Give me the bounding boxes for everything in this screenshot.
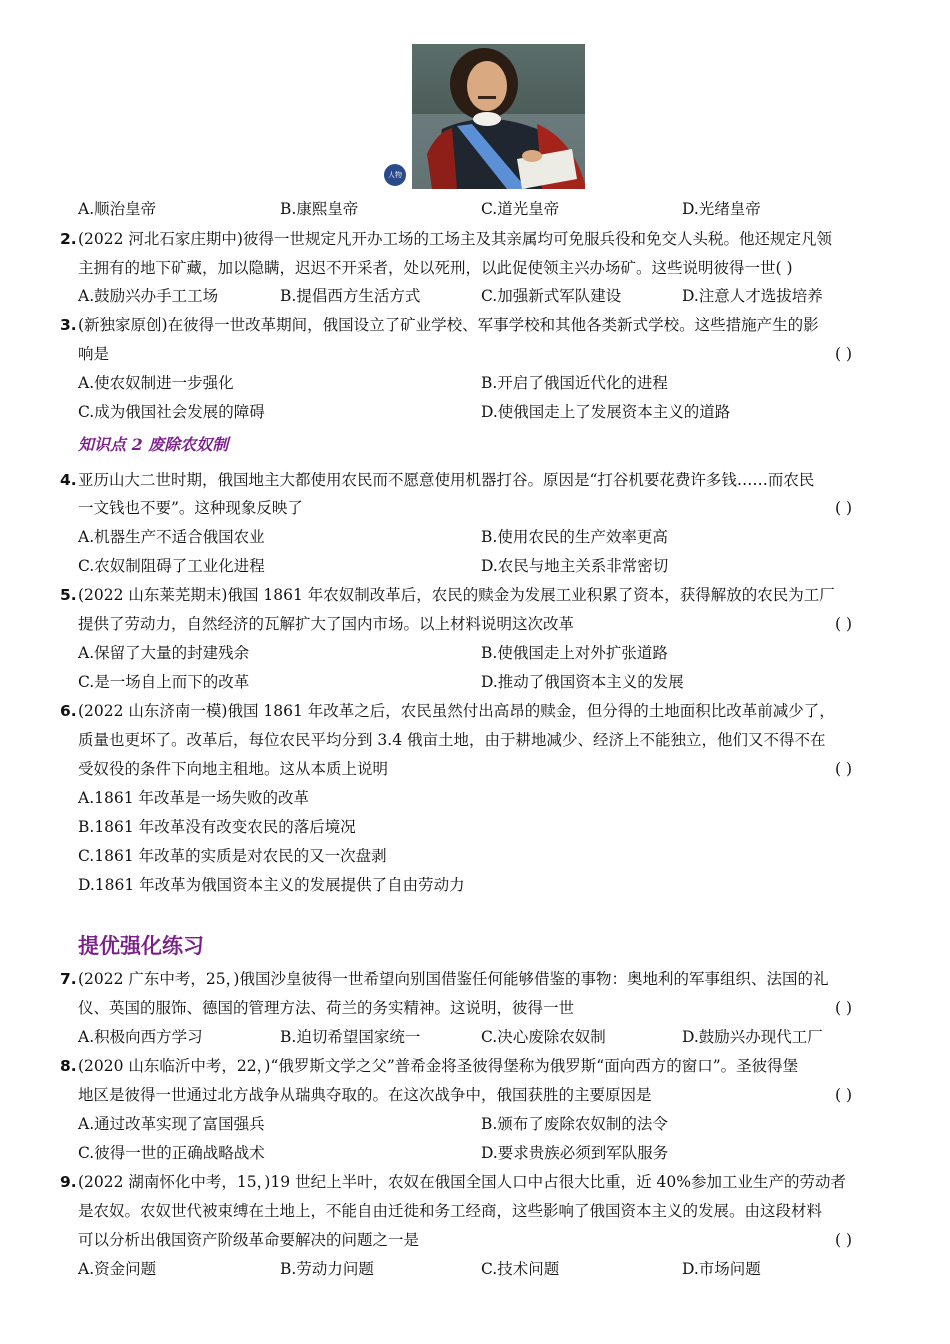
q6-number: 6. — [60, 702, 77, 720]
q5-option-b[interactable]: B.使俄国走上对外扩张道路 — [481, 644, 668, 662]
q2-option-d[interactable]: D.注意人才选拔培养 — [682, 287, 823, 305]
q1-option-d[interactable]: D.光绪皇帝 — [682, 200, 761, 218]
q2-number: 2. — [60, 230, 77, 248]
q6-option-d[interactable]: D.1861 年改革为俄国资本主义的发展提供了自由劳动力 — [78, 876, 465, 894]
q7-option-a[interactable]: A.积极向西方学习 — [78, 1028, 203, 1046]
q5-answer-blank[interactable]: ( ) — [835, 615, 853, 633]
q1-option-b[interactable]: B.康熙皇帝 — [280, 200, 359, 218]
q5-option-c[interactable]: C.是一场自上而下的改革 — [78, 673, 250, 691]
q2-stem-line-2: 主拥有的地下矿藏，加以隐瞒，迟迟不开采者，处以死刑，以此促使领主兴办场矿。这些说明彼得一世( ) — [78, 259, 793, 277]
q4-option-d[interactable]: D.农民与地主关系非常密切 — [481, 557, 669, 575]
q9-stem-line-3: 可以分析出俄国资产阶级革命要解决的问题之一是 — [78, 1231, 420, 1249]
q4-option-c[interactable]: C.农奴制阻碍了工业化进程 — [78, 557, 265, 575]
q7-stem-line-2: 仪、英国的服饰、德国的管理方法、荷兰的务实精神。这说明，彼得一世 — [78, 999, 575, 1017]
q8-option-d[interactable]: D.要求贵族必须到军队服务 — [481, 1144, 669, 1162]
q1-option-c[interactable]: C.道光皇帝 — [481, 200, 560, 218]
q3-option-b[interactable]: B.开启了俄国近代化的进程 — [481, 374, 668, 392]
q3-option-a[interactable]: A.使农奴制进一步强化 — [78, 374, 234, 392]
q2-option-a[interactable]: A.鼓励兴办手工工场 — [78, 287, 219, 305]
person-badge: 人物 — [384, 164, 406, 186]
q3-option-c[interactable]: C.成为俄国社会发展的障碍 — [78, 403, 265, 421]
q9-stem-line-2: 是农奴。农奴世代被束缚在土地上，不能自由迁徙和务工经商，这些影响了俄国资本主义的发展。由这段材料 — [78, 1202, 823, 1220]
q7-option-d[interactable]: D.鼓励兴办现代工厂 — [682, 1028, 823, 1046]
q2-option-b[interactable]: B.提倡西方生活方式 — [280, 287, 421, 305]
q4-option-a[interactable]: A.机器生产不适合俄国农业 — [78, 528, 265, 546]
q9-option-c[interactable]: C.技术问题 — [481, 1260, 560, 1278]
q5-stem-line-1: (2022 山东莱芜期末)俄国 1861 年农奴制改革后，农民的赎金为发展工业积累了资本，获得解放的农民为工厂 — [78, 586, 835, 604]
q8-option-a[interactable]: A.通过改革实现了富国强兵 — [78, 1115, 265, 1133]
q4-number: 4. — [60, 471, 77, 489]
q6-option-b[interactable]: B.1861 年改革没有改变农民的落后境况 — [78, 818, 356, 836]
q2-option-c[interactable]: C.加强新式军队建设 — [481, 287, 622, 305]
q9-number: 9. — [60, 1173, 77, 1191]
q8-option-c[interactable]: C.彼得一世的正确战略战术 — [78, 1144, 265, 1162]
q9-option-a[interactable]: A.资金问题 — [78, 1260, 157, 1278]
q8-number: 8. — [60, 1057, 77, 1075]
q5-option-a[interactable]: A.保留了大量的封建残余 — [78, 644, 250, 662]
q2-stem-line-1: (2022 河北石家庄期中)彼得一世规定凡开办工场的工场主及其亲属均可免服兵役和免交人头税。他还规定凡领 — [78, 230, 832, 248]
q9-option-b[interactable]: B.劳动力问题 — [280, 1260, 374, 1278]
q1-option-a[interactable]: A.顺治皇帝 — [78, 200, 157, 218]
q7-stem-line-1: (2022 广东中考，25，)俄国沙皇彼得一世希望向别国借鉴任何能够借鉴的事物：奥地利的军事组织、法国的礼 — [78, 970, 829, 988]
q9-stem-line-1: (2022 湖南怀化中考，15，)19 世纪上半叶，农奴在俄国全国人口中占很大比重，近 40%参加工业生产的劳动者 — [78, 1173, 846, 1191]
q3-stem-line-1: (新独家原创)在彼得一世改革期间，俄国设立了矿业学校、军事学校和其他各类新式学校。这些措施产生的影 — [78, 316, 819, 334]
q6-answer-blank[interactable]: ( ) — [835, 760, 853, 778]
q6-option-c[interactable]: C.1861 年改革的实质是对农民的又一次盘剥 — [78, 847, 387, 865]
q6-stem-line-3: 受奴役的条件下向地主租地。这从本质上说明 — [78, 760, 389, 778]
q8-stem-line-2: 地区是彼得一世通过北方战争从瑞典夺取的。在这次战争中，俄国获胜的主要原因是 — [78, 1086, 652, 1104]
q6-stem-line-2: 质量也更坏了。改革后，每位农民平均分到 3.4 俄亩土地，由于耕地减少、经济上不能独立，他们又不得不在 — [78, 731, 826, 749]
q8-answer-blank[interactable]: ( ) — [835, 1086, 853, 1104]
q7-answer-blank[interactable]: ( ) — [835, 999, 853, 1017]
q5-option-d[interactable]: D.推动了俄国资本主义的发展 — [481, 673, 684, 691]
q4-answer-blank[interactable]: ( ) — [835, 499, 853, 517]
q5-stem-line-2: 提供了劳动力，自然经济的瓦解扩大了国内市场。以上材料说明这次改革 — [78, 615, 575, 633]
q6-stem-line-1: (2022 山东济南一模)俄国 1861 年改革之后，农民虽然付出高昂的赎金，但分得的土地面积比改革前减少了， — [78, 702, 835, 720]
q5-number: 5. — [60, 586, 77, 604]
section-title: 提优强化练习 — [78, 934, 204, 958]
q9-option-d[interactable]: D.市场问题 — [682, 1260, 761, 1278]
q6-option-a[interactable]: A.1861 年改革是一场失败的改革 — [78, 789, 309, 807]
q7-option-b[interactable]: B.迫切希望国家统一 — [280, 1028, 421, 1046]
q3-stem-line-2: 响是 — [78, 345, 110, 363]
q3-option-d[interactable]: D.使俄国走上了发展资本主义的道路 — [481, 403, 731, 421]
q4-stem-line-1: 亚历山大二世时期，俄国地主大都使用农民而不愿意使用机器打谷。原因是“打谷机要花费许多钱……而农民 — [78, 471, 815, 489]
q3-number: 3. — [60, 316, 77, 334]
q9-answer-blank[interactable]: ( ) — [835, 1231, 853, 1249]
q8-stem-line-1: (2020 山东临沂中考，22，)“俄罗斯文学之父”普希金将圣彼得堡称为俄罗斯“面向西方的窗口”。圣彼得堡 — [78, 1057, 799, 1075]
q7-option-c[interactable]: C.决心废除农奴制 — [481, 1028, 606, 1046]
q7-number: 7. — [60, 970, 77, 988]
q4-option-b[interactable]: B.使用农民的生产效率更高 — [481, 528, 668, 546]
q4-stem-line-2: 一文钱也不要”。这种现象反映了 — [78, 499, 303, 517]
q8-option-b[interactable]: B.颁布了废除农奴制的法令 — [481, 1115, 668, 1133]
peter-the-great-portrait — [388, 44, 585, 189]
knowledge-point-heading: 知识点 2 废除农奴制 — [78, 435, 229, 454]
q3-answer-blank[interactable]: ( ) — [835, 345, 853, 363]
